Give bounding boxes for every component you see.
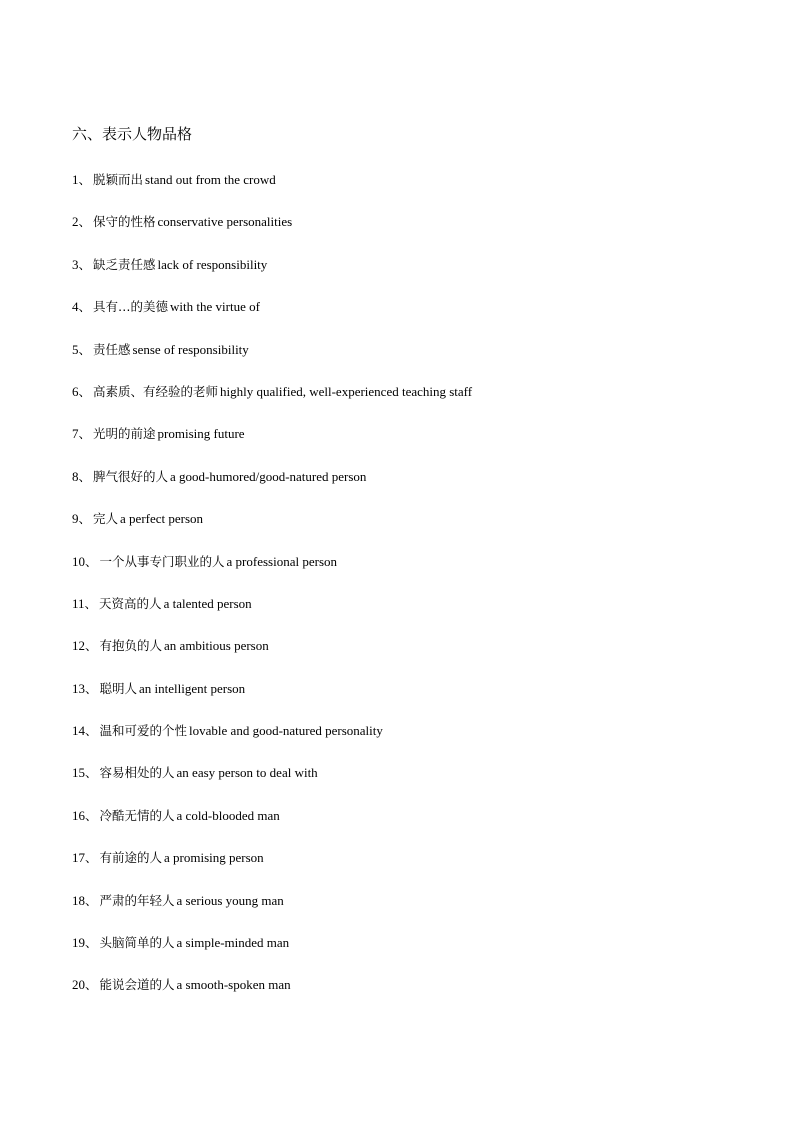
list-item bbox=[72, 975, 472, 1017]
item-english-phrase: a promising person bbox=[164, 850, 264, 866]
item-english-phrase: promising future bbox=[157, 426, 245, 442]
item-separator: 、 bbox=[85, 892, 98, 908]
item-english-phrase: an intelligent person bbox=[139, 680, 246, 696]
item-english-phrase: sense of responsibility bbox=[132, 341, 249, 357]
item-number: 4 bbox=[72, 299, 79, 315]
item-separator: 、 bbox=[78, 299, 92, 315]
item-separator: 、 bbox=[85, 935, 98, 951]
item-separator: 、 bbox=[85, 680, 98, 696]
vocabulary-list bbox=[72, 170, 472, 1018]
item-number: 9 bbox=[72, 511, 79, 527]
item-english-phrase: a professional person bbox=[226, 553, 337, 569]
item-english-phrase: a serious young man bbox=[176, 892, 284, 908]
item-number: 15 bbox=[72, 765, 85, 781]
item-chinese-phrase: 温和可爱的个性 bbox=[99, 723, 188, 739]
item-english-phrase: conservative personalities bbox=[157, 214, 293, 230]
list-item bbox=[72, 552, 472, 594]
item-chinese-phrase: 天资高的人 bbox=[99, 595, 162, 611]
item-number: 7 bbox=[72, 426, 79, 442]
list-item bbox=[72, 255, 472, 297]
item-number: 13 bbox=[72, 680, 85, 696]
section-heading: 六、表示人物品格 bbox=[72, 125, 193, 143]
item-number: 18 bbox=[72, 892, 85, 908]
item-english-phrase: an ambitious person bbox=[164, 638, 269, 654]
item-separator: 、 bbox=[78, 383, 92, 399]
item-number: 17 bbox=[72, 850, 85, 866]
item-chinese-phrase: 保守的性格 bbox=[93, 214, 156, 230]
item-separator: 、 bbox=[85, 977, 98, 993]
list-item bbox=[72, 424, 472, 466]
item-chinese-phrase: 聪明人 bbox=[99, 680, 138, 696]
item-number: 10 bbox=[72, 553, 85, 569]
list-item bbox=[72, 212, 472, 254]
item-separator: 、 bbox=[78, 214, 92, 230]
list-item bbox=[72, 679, 472, 721]
item-english-phrase: highly qualified, well-experienced teaching staff bbox=[220, 383, 473, 399]
item-separator: 、 bbox=[78, 341, 92, 357]
list-item bbox=[72, 636, 472, 678]
list-item bbox=[72, 297, 472, 339]
list-item bbox=[72, 509, 472, 551]
item-separator: 、 bbox=[84, 595, 98, 611]
item-number: 12 bbox=[72, 638, 85, 654]
item-number: 11 bbox=[72, 595, 85, 611]
item-english-phrase: a smooth-spoken man bbox=[176, 977, 291, 993]
list-item bbox=[72, 806, 472, 848]
list-item bbox=[72, 594, 472, 636]
item-chinese-phrase: 容易相处的人 bbox=[99, 765, 175, 781]
list-item bbox=[72, 891, 472, 933]
list-item bbox=[72, 763, 472, 805]
item-chinese-phrase: 能说会道的人 bbox=[99, 977, 175, 993]
list-item bbox=[72, 382, 472, 424]
item-chinese-phrase: 具有…的美德 bbox=[93, 299, 169, 315]
item-separator: 、 bbox=[85, 807, 98, 823]
item-chinese-phrase: 有前途的人 bbox=[99, 850, 163, 866]
item-separator: 、 bbox=[78, 256, 92, 272]
item-chinese-phrase: 有抱负的人 bbox=[99, 638, 163, 654]
item-chinese-phrase: 冷酷无情的人 bbox=[99, 807, 175, 823]
item-number: 14 bbox=[72, 723, 85, 739]
item-separator: 、 bbox=[78, 468, 92, 484]
item-separator: 、 bbox=[78, 172, 92, 187]
item-separator: 、 bbox=[78, 426, 92, 442]
item-separator: 、 bbox=[85, 638, 98, 654]
item-separator: 、 bbox=[85, 553, 98, 569]
item-english-phrase: a simple-minded man bbox=[176, 935, 290, 951]
item-number: 19 bbox=[72, 935, 85, 951]
list-item bbox=[72, 933, 472, 975]
item-chinese-phrase: 缺乏责任感 bbox=[93, 256, 156, 272]
item-number: 1 bbox=[72, 172, 79, 187]
item-english-phrase: stand out from the crowd bbox=[145, 172, 276, 187]
item-number: 3 bbox=[72, 256, 79, 272]
item-chinese-phrase: 一个从事专门职业的人 bbox=[99, 553, 225, 569]
item-chinese-phrase: 完人 bbox=[93, 511, 119, 527]
item-chinese-phrase: 脾气很好的人 bbox=[93, 468, 169, 484]
list-item bbox=[72, 340, 472, 382]
item-english-phrase: with the virtue of bbox=[170, 299, 260, 315]
item-english-phrase: lovable and good-natured personality bbox=[189, 723, 383, 739]
item-english-phrase: lack of responsibility bbox=[157, 256, 268, 272]
list-item bbox=[72, 467, 472, 509]
item-chinese-phrase: 光明的前途 bbox=[93, 426, 156, 442]
item-number: 8 bbox=[72, 468, 79, 484]
item-chinese-phrase: 责任感 bbox=[93, 341, 131, 357]
list-item bbox=[72, 848, 472, 890]
item-english-phrase: a perfect person bbox=[120, 511, 204, 527]
item-english-phrase: a good-humored/good-natured person bbox=[170, 468, 367, 484]
item-chinese-phrase: 高素质、有经验的老师 bbox=[93, 383, 219, 399]
item-number: 20 bbox=[72, 977, 85, 993]
item-number: 6 bbox=[72, 383, 79, 399]
item-number: 2 bbox=[72, 214, 79, 230]
item-number: 16 bbox=[72, 807, 85, 823]
item-chinese-phrase: 脱颖而出 bbox=[93, 172, 144, 187]
item-english-phrase: a cold-blooded man bbox=[176, 807, 280, 823]
item-english-phrase: a talented person bbox=[163, 595, 252, 611]
item-chinese-phrase: 严肃的年轻人 bbox=[99, 892, 175, 908]
item-chinese-phrase: 头脑简单的人 bbox=[99, 935, 175, 951]
item-separator: 、 bbox=[78, 511, 92, 527]
item-number: 5 bbox=[72, 341, 79, 357]
item-english-phrase: an easy person to deal with bbox=[176, 765, 318, 781]
list-item bbox=[72, 170, 472, 212]
item-separator: 、 bbox=[85, 723, 98, 739]
item-separator: 、 bbox=[85, 765, 98, 781]
item-separator: 、 bbox=[85, 850, 98, 866]
list-item bbox=[72, 721, 472, 763]
